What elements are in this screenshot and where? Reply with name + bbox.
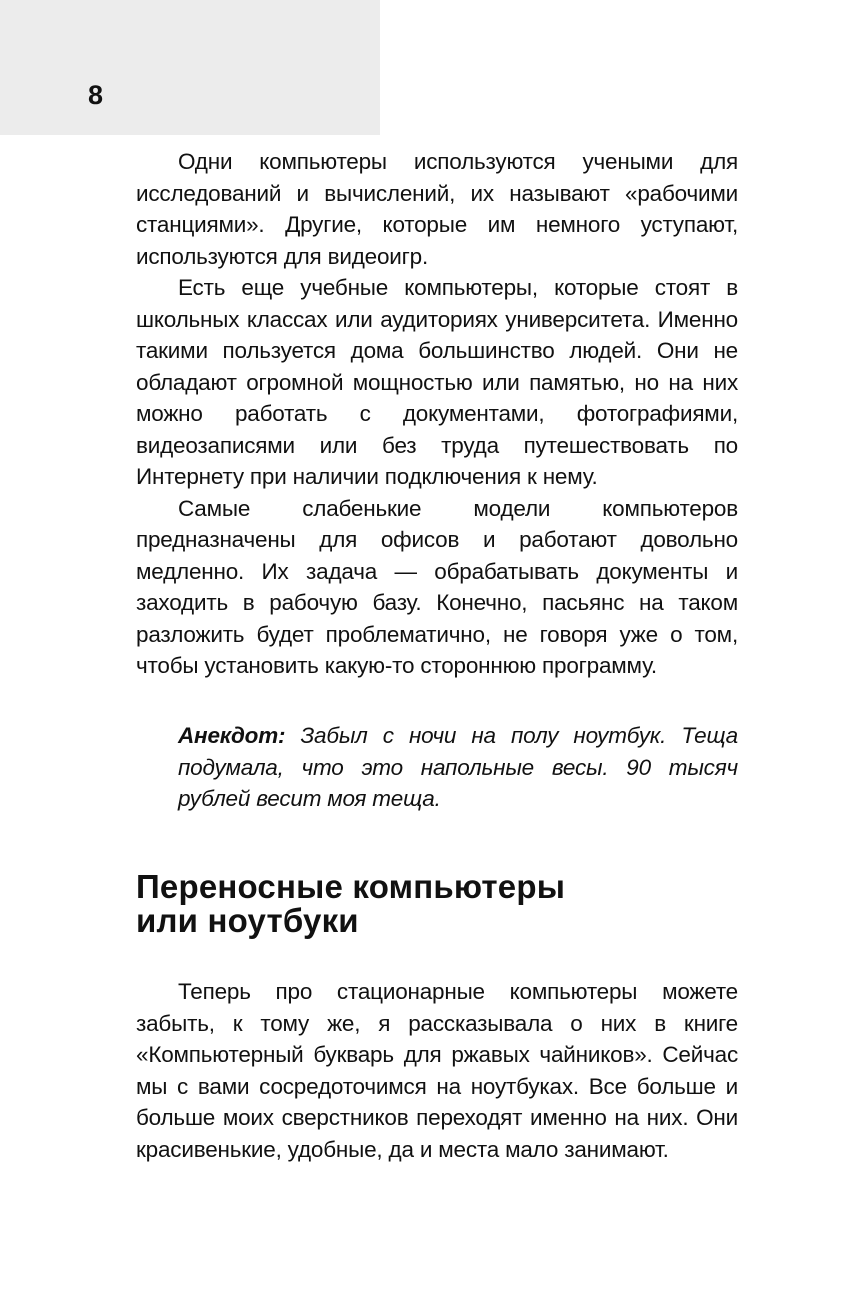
section-heading-line-2: или ноутбуки: [136, 902, 359, 939]
section-heading: [136, 870, 756, 938]
paragraph-educational-computers: Есть еще учебные компьютеры, которые стоят в школьных классах или аудиториях университета. Именно такими пользуется дома большинство людей. Они не обладают огромной мощностью или памятью, но на них можно работать с документами, фотографиями, видеозаписями или без труда путешествовать по Интернету при наличии подключения к нему.: [136, 275, 738, 489]
paragraph-office-computers: Самые слабенькие модели компьютеров предназначены для офисов и работают довольно медленно. Их задача — обрабатывать документы и заходить в рабочую базу. Конечно, пасьянс на таком разложить будет проблематично, не говоря уже о том, чтобы установить какую-то стороннюю программу.: [136, 495, 738, 678]
joke-block: [178, 720, 738, 815]
joke-label: Анекдот:: [178, 723, 286, 748]
joke-text: Забыл с ночи на полу ноутбук. Теща подумала, что это напольные весы. 90 тысяч рублей весит моя теща.: [178, 723, 738, 811]
page-number: 8: [88, 80, 104, 110]
paragraph-workstations: Одни компьютеры используются учеными для исследований и вычислений, их называют «рабочими станциями». Другие, которые им немного уступают, используются для видеоигр.: [136, 149, 738, 269]
section-heading-line-1: Переносные компьютеры: [136, 868, 566, 905]
paragraph-laptops-intro: Теперь про стационарные компьютеры можете забыть, к тому же, я рассказывала о них в книге «Компьютерный букварь для ржавых чайников». Сейчас мы с вами сосредоточимся на ноутбуках. Все больше и больше моих сверстников переходят именно на них. Они красивенькие, удобные, да и места мало занимают.: [136, 979, 738, 1162]
body-text-bottom: [136, 976, 738, 1165]
body-text-top: [136, 146, 738, 682]
page-number-tab: [0, 0, 380, 135]
